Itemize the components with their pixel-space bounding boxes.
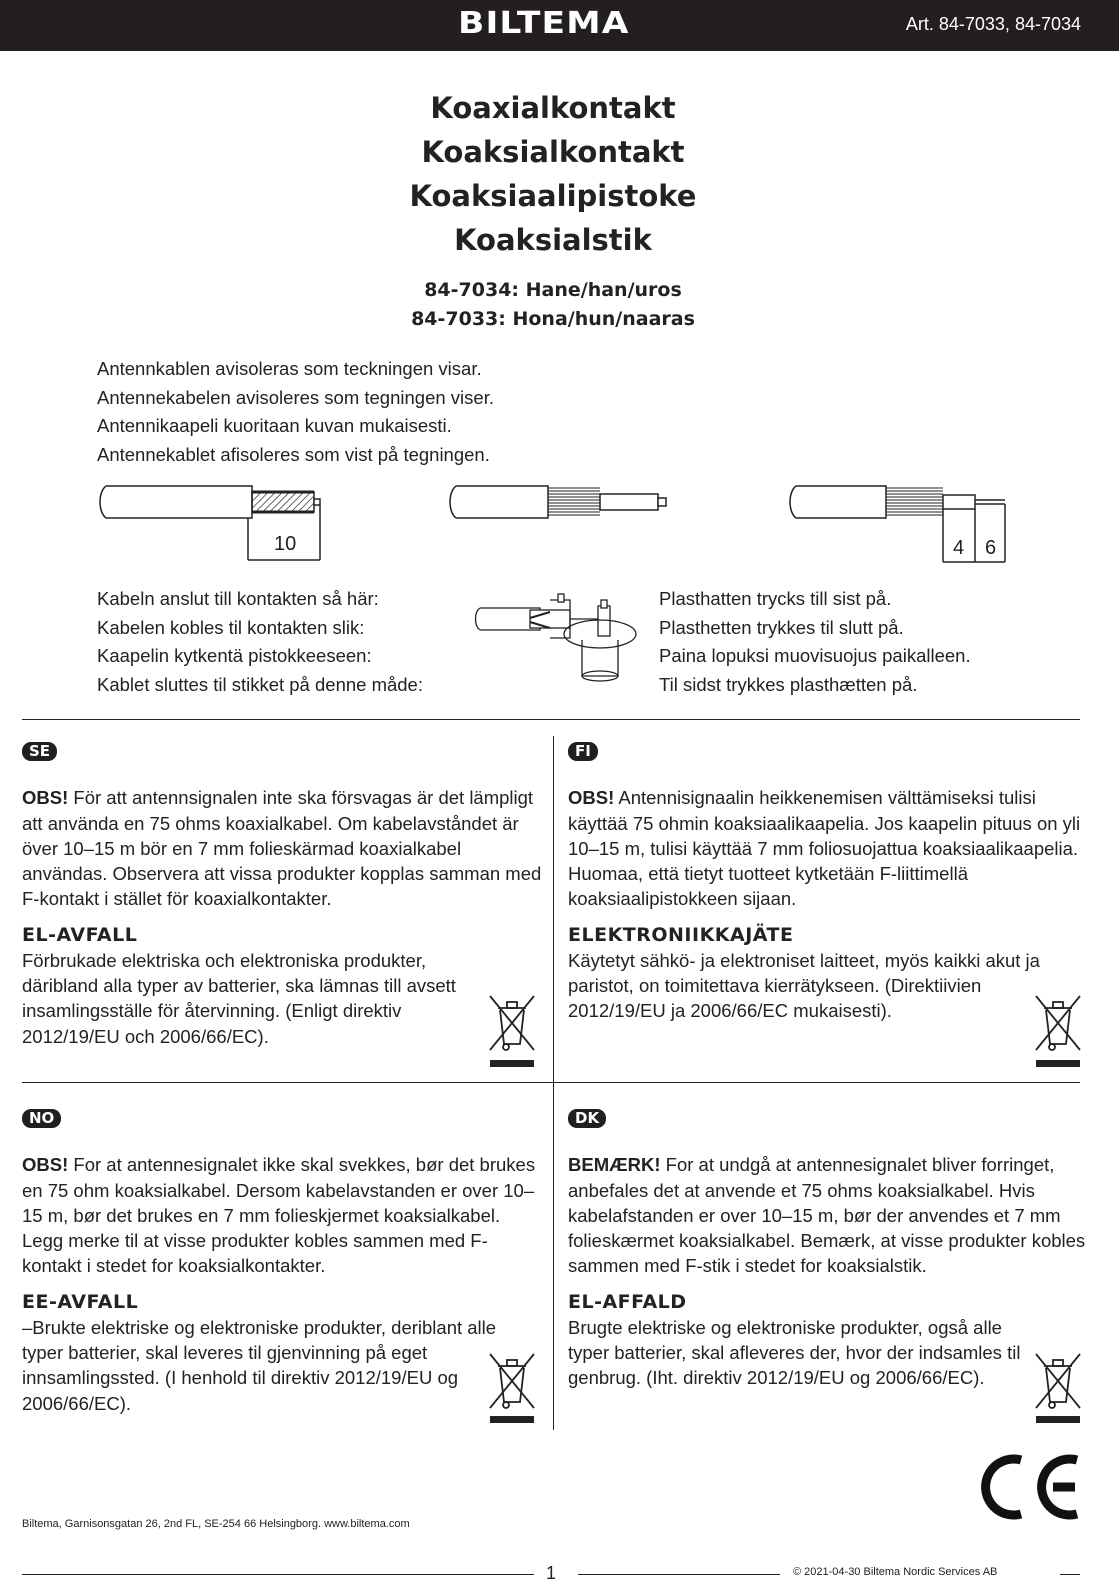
- section-no: [22, 1104, 542, 1416]
- biltema-logo: BILTEMA: [458, 6, 630, 41]
- weee-bin-icon: [1034, 1350, 1082, 1426]
- connect-line: Kaapelin kytkentä pistokkeeseen:: [97, 645, 372, 666]
- note-label: BEMÆRK!: [568, 1154, 661, 1176]
- divider-top: [22, 719, 1080, 720]
- strip-line: Antennekabelen avisoleres som tegningen viser.: [97, 386, 494, 408]
- note-text: For at undgå at antennesignalet bliver forringet, anbefales det at anvende et 75 ohms koaksialkabel. Hvis kabelafstanden er over 10–15 m, bør der anvendes et 7 mm folieskærmet koaksialkabel. Bemærk, at visse produkter kobles sammen med F-stik i stedet for koaksialstik.: [568, 1154, 1086, 1277]
- note-dk: [568, 1152, 1088, 1278]
- page-number: 1: [546, 1563, 557, 1583]
- note-label: OBS!: [22, 787, 69, 809]
- strip-instructions: [97, 355, 494, 469]
- weee-bin-icon: [488, 992, 536, 1068]
- footer-rule: [1060, 1574, 1080, 1575]
- note-label: OBS!: [22, 1154, 69, 1176]
- note-no: [22, 1152, 542, 1278]
- title-block: [0, 86, 1106, 334]
- note-se: [22, 785, 542, 911]
- weee-heading-fi: ELEKTRONIIKKAJÄTE: [568, 923, 794, 946]
- footer-address: Biltema, Garnisonsgatan 26, 2nd FL, SE-254 66 Helsingborg. www.biltema.com: [22, 1518, 410, 1530]
- dimension-label-6: 6: [985, 537, 997, 559]
- weee-bin-icon: [1034, 992, 1082, 1068]
- language-badge-fi: FI: [568, 742, 598, 761]
- strip-line: Antennekablet afisoleres som vist på tegningen.: [97, 443, 490, 465]
- note-fi: [568, 785, 1088, 911]
- ce-mark-icon: [975, 1452, 1085, 1522]
- weee-bin-icon: [488, 1350, 536, 1426]
- weee-heading-dk: EL-AFFALD: [568, 1290, 687, 1313]
- strip-line: Antennkablen avisoleras som teckningen visar.: [97, 358, 482, 379]
- connector-assembly-illustration: [470, 590, 640, 690]
- subtitle-male: 84-7034: Hane/han/uros: [424, 279, 682, 301]
- section-dk: [568, 1104, 1088, 1391]
- footer-rule: [578, 1574, 780, 1575]
- title-fi: Koaksiaalipistoke: [409, 179, 697, 213]
- divider-vertical: [553, 736, 554, 1430]
- section-fi: [568, 737, 1088, 1024]
- weee-heading-se: EL-AVFALL: [22, 923, 138, 946]
- section-se: [22, 737, 542, 1049]
- note-label: OBS!: [568, 787, 615, 809]
- weee-text-se: Förbrukade elektriska och elektroniska produkter, däribland alla typer av batterier, ska lämnas till avsett insamlingsställe för återvinning. (Enligt direktiv 2012/19/EU och 2006/66/EC).: [22, 949, 456, 1047]
- dimension-label-4: 4: [953, 537, 965, 559]
- cable-strip-diagrams: [0, 470, 1119, 580]
- title-se: Koaxialkontakt: [430, 91, 676, 125]
- connect-line: Kabeln anslut till kontakten så här:: [97, 588, 379, 609]
- strip-line: Antennikaapeli kuoritaan kuvan mukaisesti.: [97, 415, 452, 436]
- cap-instructions: [659, 585, 971, 699]
- cap-line: Plasthetten trykkes til slutt på.: [659, 616, 904, 638]
- title-dk: Koaksialstik: [454, 223, 652, 257]
- connect-line: Kabelen kobles til kontakten slik:: [97, 616, 365, 638]
- title-no: Koaksialkontakt: [421, 135, 685, 169]
- header-bar: [0, 0, 1119, 51]
- cable-diagram-3: [790, 486, 1005, 562]
- language-badge-no: NO: [22, 1109, 61, 1128]
- language-badge-dk: DK: [568, 1109, 606, 1128]
- connect-line: Kablet sluttes til stikket på denne måde:: [97, 673, 423, 695]
- subtitle-female: 84-7033: Hona/hun/naaras: [411, 308, 695, 330]
- dimension-label-10: 10: [274, 533, 297, 555]
- note-text: For at antennesignalet ikke skal svekkes, bør det brukes en 75 ohm koaksialkabel. Dersom kabelavstanden er over 10–15 m, bør det brukes en 7 mm folieskjermet koaksialkabel. Legg merke til at visse produkter kobles sammen med F-kontakt i stedet for koaksialkontakter.: [22, 1154, 536, 1277]
- note-text: Antennisignaalin heikkenemisen välttämiseksi tulisi käyttää 75 ohmin koaksiaalikaapelia. Jos kaapelin pituus on yli 10–15 m, tulisi käyttää 7 mm foliosuojattua koaksiaalikaapelia. Huomaa, että tietyt tuotteet kytketään F-liittimellä koaksiaalipistokkeen sijaan.: [568, 787, 1081, 910]
- cap-line: Plasthatten trycks till sist på.: [659, 588, 892, 609]
- footer-rule: [22, 1574, 534, 1575]
- weee-text-dk: Brugte elektriske og elektroniske produkter, også alle typer batterier, skal afleveres der, hvor der indsamles til genbrug. (Iht. direktiv 2012/19/EU og 2006/66/EC).: [568, 1316, 1021, 1389]
- cable-diagram-2: [450, 486, 666, 518]
- divider-middle: [22, 1082, 1080, 1083]
- footer-copyright: © 2021-04-30 Biltema Nordic Services AB: [793, 1566, 998, 1578]
- weee-text-fi: Käytetyt sähkö- ja elektroniset laitteet, myös kaikki akut ja paristot, on toimitettava kierrätykseen. (Direktiivien 2012/19/EU ja 2006/66/EC mukaisesti).: [568, 949, 1040, 1022]
- weee-text-no: –Brukte elektriske og elektroniske produkter, deriblant alle typer batterier, skal leveres til gjenvinning på eget innsamlingssted. (I henhold til direktiv 2012/19/EU og 2006/66/EC).: [22, 1316, 497, 1414]
- weee-heading-no: EE-AVFALL: [22, 1290, 139, 1313]
- article-number: Art. 84-7033, 84-7034: [905, 14, 1081, 34]
- language-badge-se: SE: [22, 742, 57, 761]
- cap-line: Paina lopuksi muovisuojus paikalleen.: [659, 645, 971, 666]
- note-text: För att antennsignalen inte ska försvagas är det lämpligt att använda en 75 ohms koaxialkabel. Om kabelavståndet är över 10–15 m bör en 7 mm folieskärmad koaxialkabel användas. Observera att vissa produkter kopplas samman med F-kontakt i stället för koaxialkontakter.: [22, 787, 542, 910]
- cap-line: Til sidst trykkes plasthætten på.: [659, 673, 918, 695]
- connect-instructions: [97, 585, 423, 699]
